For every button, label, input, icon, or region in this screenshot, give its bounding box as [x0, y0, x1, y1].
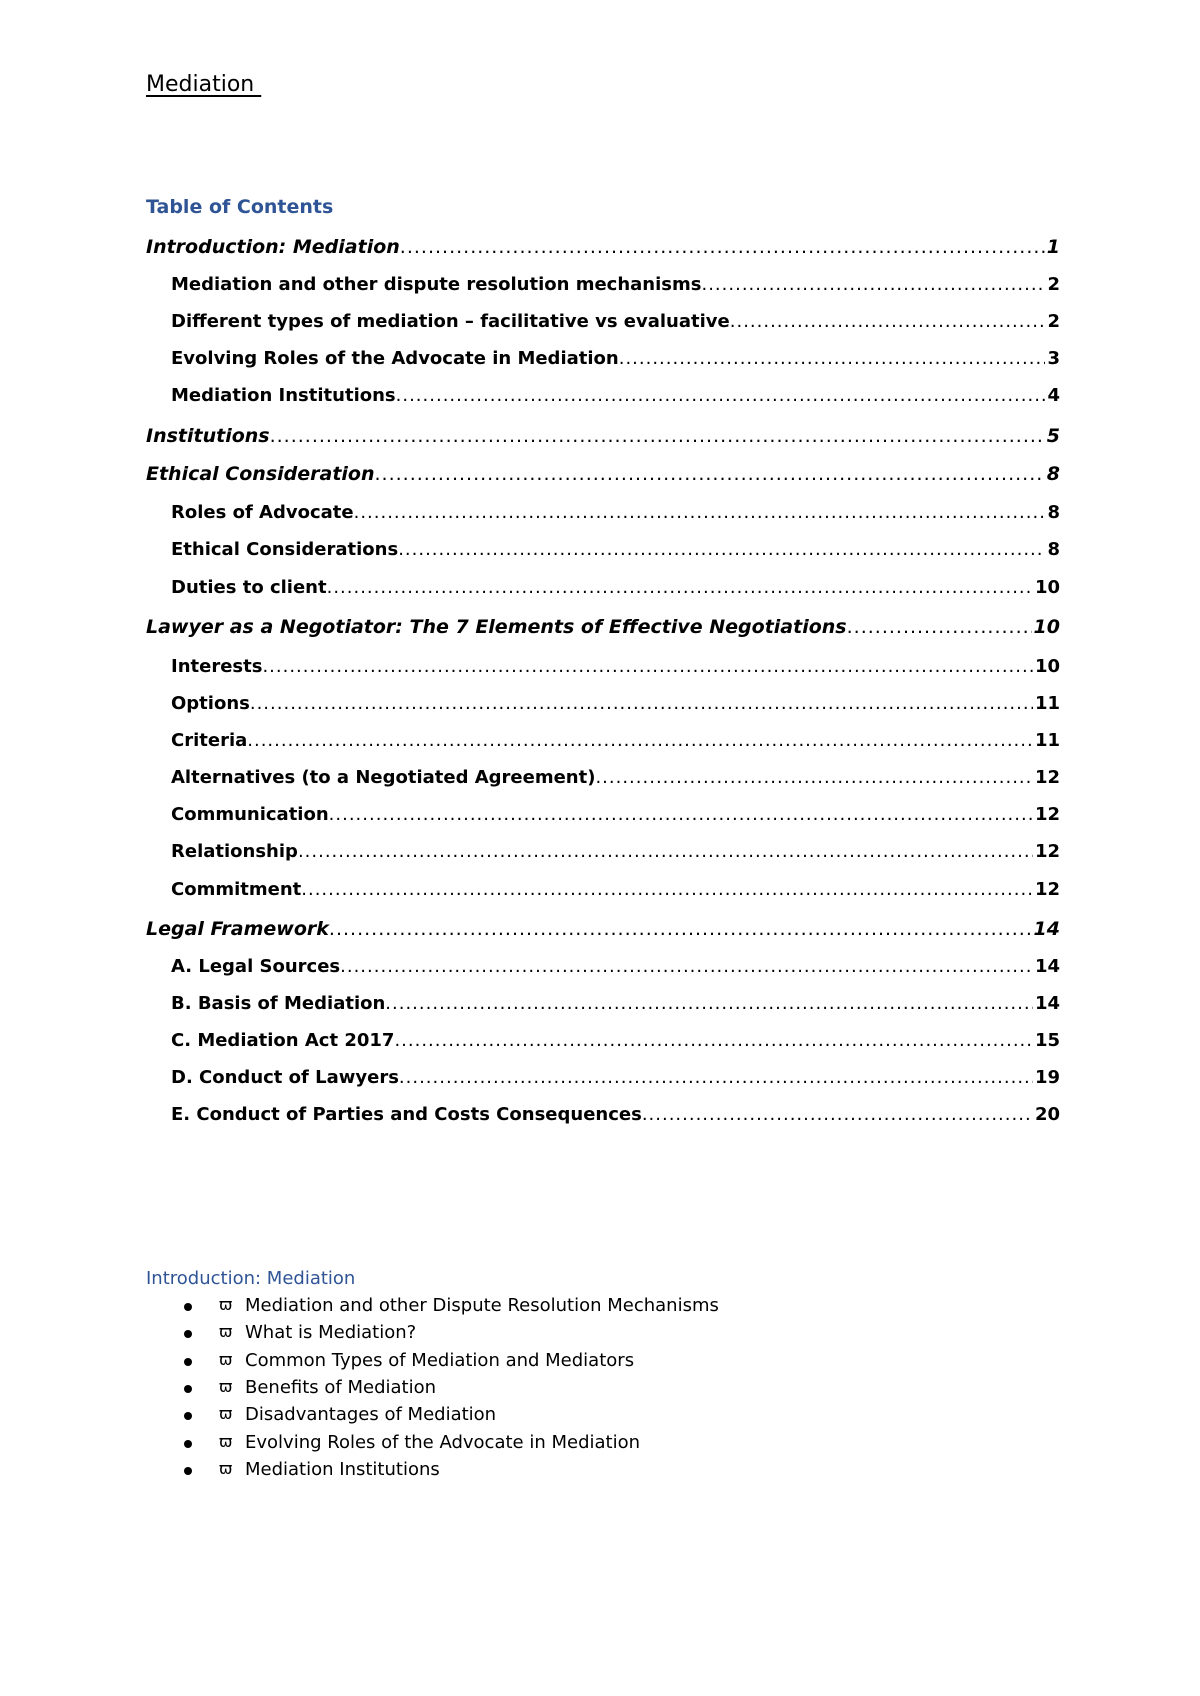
toc-dot-leader — [642, 1104, 1033, 1125]
toc-dot-leader — [375, 463, 1045, 485]
toc-entry-page-number: 12 — [1034, 879, 1060, 900]
toc-entry-title: Options — [171, 693, 250, 714]
toc-dot-leader — [329, 804, 1033, 825]
toc-entry-page-number: 2 — [1047, 274, 1060, 295]
toc-entry-page-number: 2 — [1047, 311, 1060, 332]
list-item-text: Mediation Institutions — [245, 1459, 440, 1480]
toc-dot-leader — [329, 918, 1032, 940]
bullet-dot-icon — [184, 1467, 192, 1475]
toc-dot-leader — [340, 956, 1033, 977]
toc-entry[interactable] — [146, 616, 1060, 642]
toc-entry-title: Commitment — [171, 879, 302, 900]
toc-entry-title: Roles of Advocate — [171, 502, 354, 523]
toc-entry-title: Legal Framework — [146, 918, 329, 940]
toc-entry-page-number: 12 — [1034, 804, 1060, 825]
toc-entry[interactable] — [146, 1067, 1060, 1093]
wingdings-bullet-icon: ϖ — [219, 1295, 233, 1314]
toc-entry-title: Interests — [171, 656, 263, 677]
toc-entry-title: Alternatives (to a Negotiated Agreement) — [171, 767, 596, 788]
toc-dot-leader — [701, 274, 1045, 295]
toc-entry-page-number: 12 — [1034, 767, 1060, 788]
toc-entry-page-number: 19 — [1034, 1067, 1060, 1088]
toc-dot-leader — [250, 693, 1033, 714]
toc-entry[interactable] — [146, 385, 1060, 411]
bullet-dot-icon — [184, 1385, 192, 1393]
toc-entry-page-number: 11 — [1034, 693, 1060, 714]
toc-entry-title: E. Conduct of Parties and Costs Consequences — [171, 1104, 642, 1125]
toc-dot-leader — [595, 767, 1032, 788]
toc-entry-title: Criteria — [171, 730, 248, 751]
toc-entry[interactable] — [146, 693, 1060, 719]
toc-entry[interactable] — [146, 311, 1060, 337]
toc-dot-leader — [327, 577, 1033, 598]
toc-entry[interactable] — [146, 274, 1060, 300]
toc-entry-title: Introduction: Mediation — [146, 236, 400, 258]
toc-dot-leader — [354, 502, 1046, 523]
bullet-dot-icon — [184, 1358, 192, 1366]
intro-heading: Introduction: Mediation — [146, 1268, 356, 1289]
toc-entry-page-number: 8 — [1047, 502, 1060, 523]
toc-entry-title: Institutions — [146, 425, 270, 447]
toc-entry[interactable] — [146, 1030, 1060, 1056]
toc-dot-leader — [400, 236, 1045, 258]
toc-entry[interactable] — [146, 502, 1060, 528]
toc-dot-leader — [619, 348, 1046, 369]
toc-heading: Table of Contents — [146, 196, 334, 218]
wingdings-bullet-icon: ϖ — [219, 1322, 233, 1341]
toc-entry[interactable] — [146, 879, 1060, 905]
toc-entry-title: C. Mediation Act 2017 — [171, 1030, 395, 1051]
toc-entry-title: Mediation Institutions — [171, 385, 396, 406]
toc-entry-page-number: 11 — [1034, 730, 1060, 751]
document-title: Mediation — [146, 72, 262, 97]
wingdings-bullet-icon: ϖ — [219, 1350, 233, 1369]
toc-dot-leader — [847, 616, 1032, 638]
toc-entry-title: Communication — [171, 804, 329, 825]
toc-entry-page-number: 14 — [1033, 918, 1060, 940]
list-item-text: Benefits of Mediation — [245, 1377, 437, 1398]
toc-entry-title: D. Conduct of Lawyers — [171, 1067, 399, 1088]
toc-entry-page-number: 10 — [1033, 616, 1060, 638]
toc-entry-page-number: 10 — [1034, 577, 1060, 598]
toc-entry-page-number: 14 — [1034, 993, 1060, 1014]
bullet-dot-icon — [184, 1440, 192, 1448]
toc-dot-leader — [396, 385, 1046, 406]
toc-entry[interactable] — [146, 804, 1060, 830]
toc-entry-title: Different types of mediation – facilitative vs evaluative — [171, 311, 730, 332]
bullet-dot-icon — [184, 1303, 192, 1311]
list-item-text: Disadvantages of Mediation — [245, 1404, 497, 1425]
toc-entry-page-number: 1 — [1046, 236, 1060, 258]
toc-entry-title: Evolving Roles of the Advocate in Mediation — [171, 348, 619, 369]
toc-entry[interactable] — [146, 956, 1060, 982]
wingdings-bullet-icon: ϖ — [219, 1377, 233, 1396]
toc-entry-title: B. Basis of Mediation — [171, 993, 386, 1014]
bullet-dot-icon — [184, 1330, 192, 1338]
toc-dot-leader — [398, 539, 1045, 560]
toc-entry[interactable] — [146, 348, 1060, 374]
toc-dot-leader — [298, 841, 1033, 862]
list-item-text: What is Mediation? — [245, 1322, 417, 1343]
list-item-text: Evolving Roles of the Advocate in Mediation — [245, 1432, 641, 1453]
toc-entry-page-number: 4 — [1047, 385, 1060, 406]
toc-entry[interactable] — [146, 577, 1060, 603]
toc-entry[interactable] — [146, 236, 1060, 262]
toc-entry-page-number: 20 — [1034, 1104, 1060, 1125]
list-item-text: Common Types of Mediation and Mediators — [245, 1350, 635, 1371]
toc-entry-title: Lawyer as a Negotiator: The 7 Elements of Effective Negotiations — [146, 616, 847, 638]
toc-entry-page-number: 12 — [1034, 841, 1060, 862]
toc-entry-title: Duties to client — [171, 577, 327, 598]
toc-entry[interactable] — [146, 841, 1060, 867]
wingdings-bullet-icon: ϖ — [219, 1459, 233, 1478]
toc-entry-page-number: 10 — [1034, 656, 1060, 677]
toc-dot-leader — [399, 1067, 1033, 1088]
toc-entry-page-number: 5 — [1046, 425, 1060, 447]
toc-entry[interactable] — [146, 1104, 1060, 1130]
toc-dot-leader — [301, 879, 1033, 900]
toc-entry[interactable] — [146, 656, 1060, 682]
list-item-text: Mediation and other Dispute Resolution Mechanisms — [245, 1295, 719, 1316]
toc-entry-page-number: 15 — [1034, 1030, 1060, 1051]
toc-entry[interactable] — [146, 463, 1060, 489]
bullet-dot-icon — [184, 1412, 192, 1420]
toc-dot-leader — [385, 993, 1033, 1014]
toc-entry-title: Mediation and other dispute resolution mechanisms — [171, 274, 702, 295]
toc-dot-leader — [730, 311, 1046, 332]
toc-entry[interactable] — [146, 425, 1060, 451]
toc-entry-title: A. Legal Sources — [171, 956, 341, 977]
toc-entry-title: Relationship — [171, 841, 298, 862]
toc-dot-leader — [394, 1030, 1033, 1051]
toc-entry[interactable] — [146, 767, 1060, 793]
toc-dot-leader — [262, 656, 1032, 677]
toc-dot-leader — [270, 425, 1045, 447]
wingdings-bullet-icon: ϖ — [219, 1404, 233, 1423]
toc-entry[interactable] — [146, 730, 1060, 756]
toc-entry-page-number: 3 — [1047, 348, 1060, 369]
toc-entry-page-number: 8 — [1047, 539, 1060, 560]
toc-entry[interactable] — [146, 993, 1060, 1019]
toc-entry[interactable] — [146, 539, 1060, 565]
wingdings-bullet-icon: ϖ — [219, 1432, 233, 1451]
toc-entry-title: Ethical Consideration — [146, 463, 375, 485]
toc-entry[interactable] — [146, 918, 1060, 944]
toc-entry-title: Ethical Considerations — [171, 539, 399, 560]
toc-entry-page-number: 14 — [1034, 956, 1060, 977]
toc-entry-page-number: 8 — [1046, 463, 1060, 485]
toc-dot-leader — [247, 730, 1033, 751]
